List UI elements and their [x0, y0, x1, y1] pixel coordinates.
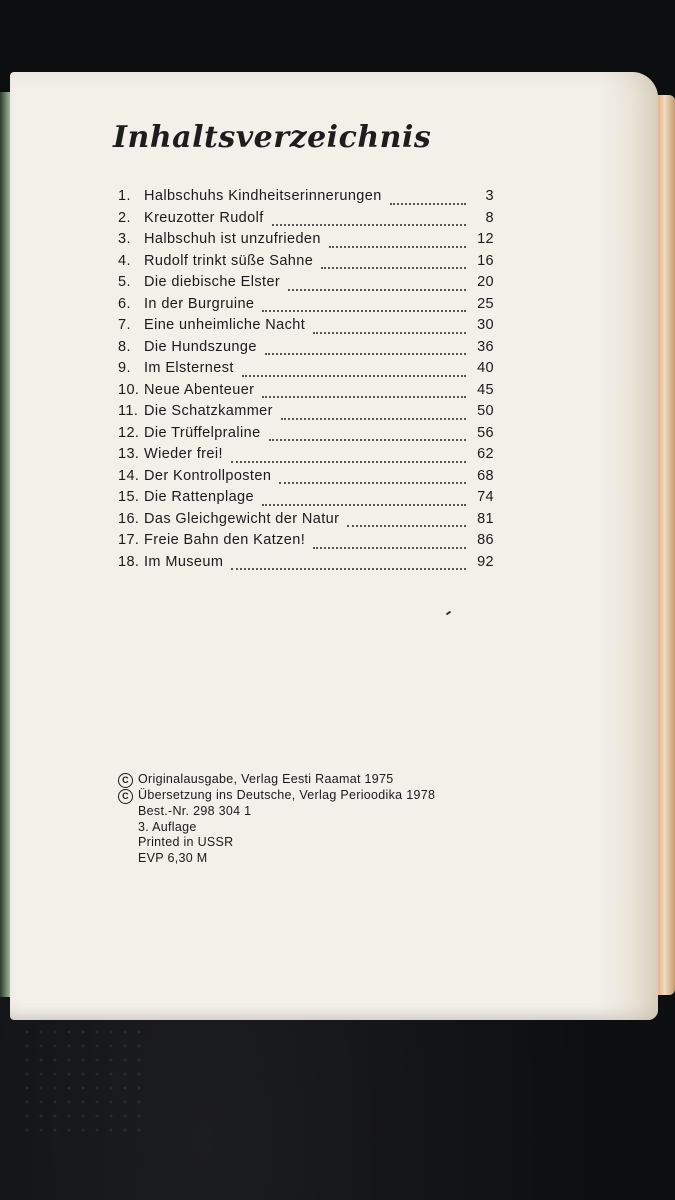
- imprint-original-edition: Originalausgabe, Verlag Eesti Raamat 1975: [138, 772, 394, 786]
- toc-leader-dots: [262, 395, 466, 398]
- toc-entry-number: 13.: [118, 446, 140, 462]
- toc-entry: [118, 468, 494, 490]
- imprint-line: [118, 820, 435, 836]
- toc-entry-number: 6.: [118, 295, 131, 312]
- toc-entry-page: 86: [477, 532, 494, 548]
- imprint-line: [118, 788, 435, 804]
- copyright-icon: C: [118, 788, 138, 804]
- toc-entry-number: 18.: [118, 553, 140, 570]
- toc-entry: [118, 446, 494, 468]
- toc-leader-dots: [313, 546, 466, 549]
- toc-entry-number: 11.: [118, 403, 139, 419]
- toc-entry-page: 68: [477, 467, 494, 484]
- toc-leader-dots: [279, 481, 466, 484]
- toc-leader-dots: [242, 374, 466, 377]
- toc-entry: [118, 425, 494, 447]
- toc-entry: [118, 554, 494, 576]
- imprint-line: [118, 851, 435, 867]
- toc-entry-page: 3: [485, 188, 494, 204]
- toc-entry-title: Die diebische Elster: [144, 274, 281, 290]
- toc-entry-title: In der Burgruine: [144, 295, 255, 312]
- toc-entry-page: 45: [477, 381, 494, 398]
- toc-leader-dots: [231, 460, 466, 463]
- toc-entry-title: Im Museum: [144, 553, 224, 570]
- toc-leader-dots: [347, 524, 466, 527]
- toc-leader-dots: [288, 288, 466, 291]
- toc-entry-page: 40: [477, 360, 494, 376]
- toc-leader-dots: [272, 223, 466, 226]
- toc-entry-title: Neue Abenteuer: [144, 381, 255, 398]
- toc-leader-dots: [262, 309, 466, 312]
- imprint-order-number: Best.-Nr. 298 304 1: [138, 804, 252, 818]
- toc-entry-number: 5.: [118, 274, 131, 290]
- imprint-price: EVP 6,30 M: [138, 850, 208, 865]
- imprint-edition: 3. Auflage: [138, 819, 197, 834]
- imprint-printed-in: Printed in USSR: [138, 835, 234, 849]
- toc-entry-number: 7.: [118, 317, 131, 333]
- toc-entry-page: 30: [477, 317, 494, 333]
- ink-speck: [446, 611, 451, 616]
- toc-entry-title: Die Trüffelpraline: [144, 424, 261, 441]
- toc-leader-dots: [329, 245, 466, 248]
- toc-entry: [118, 188, 494, 210]
- toc-leader-dots: [321, 266, 466, 269]
- page-title: Inhaltsverzeichnis: [113, 120, 432, 155]
- toc-entry-title: Im Elsternest: [144, 360, 234, 376]
- toc-entry: [118, 231, 494, 253]
- toc-entry-number: 14.: [118, 467, 140, 484]
- imprint-translation: Übersetzung ins Deutsche, Verlag Perioodika 1978: [138, 788, 436, 802]
- toc-entry-page: 92: [477, 553, 494, 570]
- toc-leader-dots: [281, 417, 466, 420]
- toc-entry: [118, 274, 494, 296]
- toc-leader-dots: [231, 567, 466, 570]
- toc-entry: [118, 382, 494, 404]
- imprint-line: [118, 835, 435, 851]
- toc-entry: [118, 532, 494, 554]
- toc-entry-number: 15.: [118, 489, 140, 505]
- toc-entry-title: Die Schatzkammer: [144, 403, 273, 419]
- toc-entry-title: Der Kontrollposten: [144, 467, 272, 484]
- toc-entry: [118, 296, 494, 318]
- toc-entry-page: 16: [477, 252, 494, 269]
- imprint-line: [118, 804, 435, 820]
- toc-entry-number: 9.: [118, 360, 131, 376]
- toc-entry: [118, 339, 494, 361]
- toc-entry-page: 20: [477, 274, 494, 290]
- toc-entry: [118, 489, 494, 511]
- toc-entry: [118, 253, 494, 275]
- toc-entry-title: Wieder frei!: [144, 446, 223, 462]
- toc-leader-dots: [265, 352, 466, 355]
- toc-entry-title: Das Gleichgewicht der Natur: [144, 510, 340, 527]
- toc-entry-number: 8.: [118, 338, 131, 355]
- toc-entry-title: Die Rattenplage: [144, 489, 254, 505]
- toc-entry: [118, 511, 494, 533]
- toc-entry-number: 1.: [118, 188, 131, 204]
- imprint: [118, 772, 435, 866]
- toc-entry-number: 4.: [118, 252, 131, 269]
- toc-entry-page: 81: [477, 510, 494, 527]
- toc-entry: [118, 317, 494, 339]
- toc-entry-title: Eine unheimliche Nacht: [144, 317, 306, 333]
- toc-entry: [118, 403, 494, 425]
- toc-entry-page: 74: [477, 489, 494, 505]
- copyright-icon: C: [118, 772, 138, 788]
- imprint-line: [118, 772, 435, 788]
- toc-entry: [118, 210, 494, 232]
- toc-entry-page: 8: [485, 209, 494, 226]
- toc-entry: [118, 360, 494, 382]
- toc-entry-title: Die Hundszunge: [144, 338, 257, 355]
- book-page: [10, 72, 658, 1020]
- toc-entry-number: 16.: [118, 510, 140, 527]
- toc-entry-page: 62: [477, 446, 494, 462]
- toc-entry-number: 3.: [118, 231, 131, 247]
- toc-leader-dots: [262, 503, 466, 506]
- toc-entry-number: 17.: [118, 532, 140, 548]
- toc-leader-dots: [390, 202, 466, 205]
- toc-leader-dots: [313, 331, 466, 334]
- toc-entry-page: 12: [477, 231, 494, 247]
- toc-entry-title: Kreuzotter Rudolf: [144, 209, 264, 226]
- toc-entry-page: 56: [477, 424, 494, 441]
- toc-entry-page: 50: [477, 403, 494, 419]
- toc-entry-number: 2.: [118, 209, 131, 226]
- toc-entry-number: 12.: [118, 424, 140, 441]
- toc-entry-title: Halbschuh ist unzufrieden: [144, 231, 321, 247]
- toc-entry-title: Rudolf trinkt süße Sahne: [144, 252, 314, 269]
- toc-entry-number: 10.: [118, 381, 140, 398]
- toc-leader-dots: [269, 438, 466, 441]
- toc-entry-title: Halbschuhs Kindheitserinnerungen: [144, 188, 382, 204]
- toc-entry-page: 36: [477, 338, 494, 355]
- toc-entry-page: 25: [477, 295, 494, 312]
- table-of-contents: [118, 188, 494, 575]
- toc-entry-title: Freie Bahn den Katzen!: [144, 532, 306, 548]
